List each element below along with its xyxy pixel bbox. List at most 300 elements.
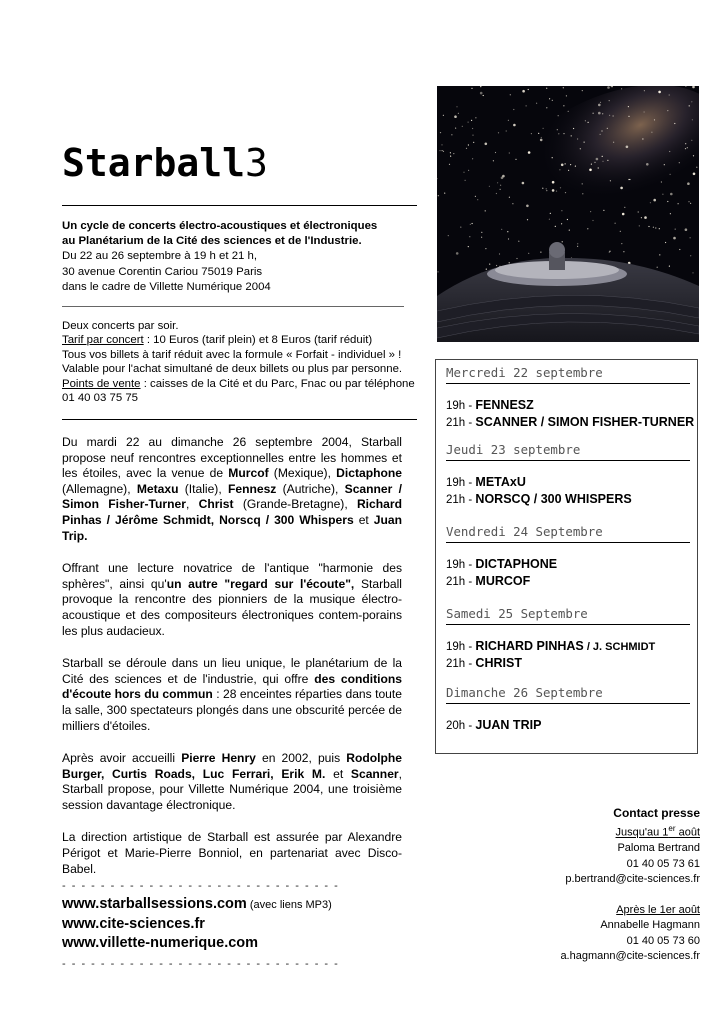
- star: [653, 199, 656, 202]
- star: [602, 156, 603, 157]
- star: [659, 228, 660, 229]
- star: [562, 241, 563, 242]
- star: [508, 120, 509, 121]
- program-day-rule: [446, 703, 690, 704]
- text: et: [325, 766, 351, 781]
- star: [626, 146, 629, 149]
- star: [536, 103, 537, 104]
- star: [596, 158, 599, 161]
- star: [552, 181, 555, 184]
- star: [527, 219, 528, 220]
- star: [691, 101, 692, 102]
- star: [667, 201, 668, 202]
- star: [454, 115, 457, 118]
- star: [549, 219, 550, 220]
- star: [669, 94, 670, 95]
- star: [670, 174, 671, 175]
- intro-rule: [62, 306, 404, 307]
- star: [483, 95, 484, 96]
- star: [679, 162, 680, 163]
- star: [664, 164, 665, 165]
- star: [598, 104, 601, 107]
- link-note: (avec liens MP3): [246, 899, 332, 911]
- star: [611, 86, 612, 87]
- star: [497, 182, 498, 183]
- artist: Pierre Henry: [181, 751, 256, 766]
- artist: Murcof: [228, 466, 269, 481]
- star: [571, 135, 572, 136]
- star: [563, 133, 564, 134]
- intro-address: 30 avenue Corentin Cariou 75019 Paris: [62, 265, 263, 278]
- vente-label: Points de vente: [62, 377, 141, 390]
- star: [565, 192, 566, 193]
- star: [522, 90, 525, 93]
- star: [628, 106, 629, 107]
- press-contact: [500, 806, 700, 964]
- link-starball[interactable]: [62, 895, 332, 915]
- artist: Dictaphone: [336, 466, 402, 481]
- star: [528, 89, 529, 90]
- star: [613, 115, 614, 116]
- star: [558, 133, 559, 134]
- star: [669, 151, 670, 152]
- star: [685, 143, 686, 144]
- star: [509, 262, 510, 263]
- press-name-1: Paloma Bertrand: [617, 842, 700, 855]
- star: [639, 225, 640, 226]
- star: [546, 190, 547, 191]
- body-paragraph-4: [62, 751, 402, 813]
- star: [566, 95, 567, 96]
- star: [690, 237, 691, 238]
- star: [506, 130, 507, 131]
- star: [531, 133, 532, 134]
- star: [560, 187, 561, 188]
- star: [685, 228, 688, 231]
- star: [573, 128, 574, 129]
- star: [512, 203, 513, 204]
- star: [546, 188, 547, 189]
- star: [493, 160, 494, 161]
- text: Offrant une lecture novatrice de l'antique "harmonie des sphères", ainsi qu': [62, 561, 402, 591]
- star: [559, 169, 560, 170]
- star: [570, 164, 571, 165]
- star: [607, 128, 608, 129]
- star: [543, 128, 544, 129]
- star: [518, 241, 519, 242]
- star: [693, 155, 694, 156]
- star: [654, 119, 655, 120]
- star: [541, 137, 542, 138]
- link-cite-sciences[interactable]: www.cite-sciences.fr: [62, 916, 205, 932]
- text: Starball se déroule dans un lieu unique, le planétarium de la Cité des sciences et de l'industrie, qui offre: [62, 656, 402, 686]
- slot-time: 19h -: [446, 400, 476, 412]
- slot-act: NORSCQ / 300 WHISPERS: [475, 492, 632, 506]
- star: [463, 172, 464, 173]
- star: [496, 193, 497, 194]
- emphasis: un autre "regard sur l'écoute",: [166, 576, 355, 591]
- star: [450, 156, 451, 157]
- star: [451, 134, 452, 135]
- program-day: Samedi 25 Septembre: [446, 606, 588, 621]
- slot-act: DICTAPHONE: [475, 557, 558, 571]
- artist: Scanner / Simon Fisher-Turner: [62, 481, 402, 512]
- program-day-rule: [446, 383, 690, 384]
- star: [691, 140, 692, 141]
- star: [546, 107, 547, 108]
- star: [607, 86, 610, 89]
- star: [589, 169, 592, 172]
- star: [609, 100, 610, 101]
- star: [462, 126, 463, 127]
- body-text: [62, 435, 402, 894]
- star: [620, 231, 621, 232]
- program-day: Mercredi 22 septembre: [446, 365, 603, 380]
- star: [516, 258, 517, 259]
- title-number: 3: [245, 141, 268, 185]
- star: [659, 254, 660, 255]
- star: [468, 246, 469, 247]
- text: er: [668, 824, 676, 834]
- body-paragraph-5: La direction artistique de Starball est assurée par Alexandre Périgot et Marie-Pierre Bonniol, en partenariat avec Disco-Babel.: [62, 830, 402, 876]
- dash-separator-bottom: - - - - - - - - - - - - - - - - - - - - - - - - - - - - -: [62, 958, 340, 970]
- text: (Autriche),: [276, 481, 345, 496]
- star: [687, 147, 688, 148]
- star: [642, 138, 643, 139]
- star: [561, 164, 564, 167]
- text: et: [353, 512, 374, 527]
- star: [621, 243, 622, 244]
- star: [440, 132, 441, 133]
- star: [644, 216, 647, 219]
- slot-act: MURCOF: [475, 574, 531, 588]
- slot-time: 20h -: [446, 720, 476, 732]
- star: [600, 134, 601, 135]
- star: [692, 272, 693, 273]
- star: [653, 227, 654, 228]
- star: [507, 231, 508, 232]
- star: [582, 183, 583, 184]
- star: [658, 91, 661, 94]
- tarif-line-2: [62, 333, 422, 347]
- text: , Starball propose, pour Villette Numérique 2004, une troisième session davantage électronique.: [62, 766, 403, 812]
- star: [689, 105, 690, 106]
- star: [609, 252, 610, 253]
- star: [565, 163, 566, 164]
- intro-lead-2: au Planétarium de la Cité des sciences et de l'Industrie.: [62, 235, 362, 248]
- slot-time: 19h -: [446, 641, 476, 653]
- star: [540, 252, 541, 253]
- star: [563, 87, 564, 88]
- star: [662, 194, 663, 195]
- star: [437, 271, 438, 272]
- star: [568, 111, 569, 112]
- star: [561, 210, 562, 211]
- press-until: [500, 821, 700, 841]
- star: [469, 236, 470, 237]
- slot-act: JUAN TRIP: [475, 718, 542, 732]
- star: [590, 211, 591, 212]
- intro-lead-1: Un cycle de concerts électro-acoustiques et électroniques: [62, 220, 378, 232]
- star: [561, 223, 562, 224]
- star: [552, 157, 553, 158]
- artist: Juan Trip.: [62, 512, 403, 543]
- star: [485, 248, 486, 249]
- star: [485, 210, 486, 211]
- star: [540, 139, 543, 142]
- star: [696, 167, 697, 168]
- program-slot: [446, 557, 557, 571]
- tarif-line-4: Valable pour l'achat simultané de deux billets ou plus par personne.: [62, 363, 403, 376]
- star: [471, 88, 472, 89]
- star: [468, 122, 469, 123]
- star: [480, 92, 483, 95]
- text: : 28 enceintes réparties dans toute la salle, 300 spectateurs plongés dans une obscurité percée de milliers d'étoiles.: [62, 687, 402, 733]
- star: [538, 133, 539, 134]
- star: [486, 269, 487, 270]
- slot-time: 19h -: [446, 559, 476, 571]
- program-slot: [446, 718, 541, 732]
- star: [575, 166, 576, 167]
- tarif-block: [62, 319, 422, 405]
- star: [526, 105, 527, 106]
- page-title: [62, 140, 268, 186]
- tarif-line-3: Tous vos billets à tarif réduit avec la formule « Forfait - individuel » !: [62, 348, 402, 361]
- star: [665, 242, 666, 243]
- star: [641, 217, 642, 218]
- star: [528, 253, 529, 254]
- star: [600, 102, 601, 103]
- star: [472, 223, 473, 224]
- star: [481, 232, 482, 233]
- program-day: Jeudi 23 septembre: [446, 442, 581, 457]
- text: août: [675, 827, 700, 840]
- star: [577, 138, 578, 139]
- star: [552, 100, 553, 101]
- star: [621, 88, 622, 89]
- text: Jusqu'au 1: [615, 827, 669, 840]
- star: [670, 193, 673, 196]
- program-day-rule: [446, 542, 690, 543]
- link-starball-text[interactable]: www.starballsessions.com: [62, 896, 247, 912]
- dash-separator-top: - - - - - - - - - - - - - - - - - - - - - - - - - - - - -: [62, 880, 340, 892]
- star: [508, 238, 509, 239]
- star: [615, 223, 616, 224]
- emphasis: des conditions d'écoute hors du commun: [62, 671, 402, 702]
- program-slot: [446, 492, 632, 506]
- star: [638, 211, 639, 212]
- artist: Rodolphe Burger, Curtis Roads, Luc Ferrari, Erik M.: [62, 751, 403, 781]
- star: [481, 237, 482, 238]
- program-slot: [446, 415, 694, 429]
- star: [674, 123, 675, 124]
- star: [673, 237, 676, 240]
- star: [509, 197, 510, 198]
- star: [468, 144, 469, 145]
- program-slot: [446, 639, 655, 653]
- star: [593, 113, 594, 114]
- title-rule: [62, 205, 417, 206]
- star: [441, 144, 442, 145]
- star: [563, 105, 564, 106]
- star: [556, 191, 557, 192]
- star: [552, 189, 555, 192]
- program-slot: [446, 398, 534, 412]
- press-after: Après le 1er août: [616, 903, 700, 916]
- star: [598, 167, 599, 168]
- star: [582, 193, 583, 194]
- slot-time: 21h -: [446, 576, 476, 588]
- star: [513, 124, 516, 127]
- text: Du mardi 22 au dimanche 26 septembre 2004, Starball propose neuf rencontres exceptionnelles entre les hommes et les étoiles, avec la venue de: [62, 435, 402, 481]
- star: [439, 150, 440, 151]
- star: [629, 179, 630, 180]
- star: [585, 120, 586, 121]
- star: [460, 227, 461, 228]
- star: [661, 181, 662, 182]
- slot-act: CHRIST: [475, 656, 522, 670]
- star: [466, 148, 467, 149]
- star: [591, 164, 592, 165]
- star: [472, 135, 473, 136]
- star: [499, 253, 500, 254]
- star: [602, 113, 603, 114]
- text: Après avoir accueilli: [62, 751, 182, 766]
- text: en 2002, puis: [255, 751, 347, 766]
- slot-time: 21h -: [446, 658, 476, 670]
- star: [526, 205, 529, 208]
- star: [495, 152, 496, 153]
- press-email-2[interactable]: a.hagmann@cite-sciences.fr: [560, 949, 700, 962]
- intro-frame: dans le cadre de Villette Numérique 2004: [62, 280, 271, 293]
- star: [667, 110, 668, 111]
- star: [607, 160, 608, 161]
- star: [609, 115, 610, 116]
- star: [610, 180, 611, 181]
- text: ,: [185, 497, 199, 512]
- star: [567, 219, 568, 220]
- star: [588, 122, 589, 123]
- star: [438, 195, 439, 196]
- star: [603, 210, 604, 211]
- star: [442, 150, 443, 151]
- star: [472, 158, 473, 159]
- star: [594, 162, 595, 163]
- star: [613, 142, 614, 143]
- program-box: [435, 359, 698, 754]
- intro-dates: Du 22 au 26 septembre à 19 h et 21 h,: [62, 250, 258, 263]
- star: [582, 90, 583, 91]
- star: [598, 112, 601, 115]
- star: [655, 227, 656, 228]
- star: [669, 266, 670, 267]
- star: [475, 117, 476, 118]
- tarif-label: Tarif par concert: [62, 334, 144, 347]
- star: [675, 229, 676, 230]
- star: [628, 116, 629, 117]
- star: [644, 90, 645, 91]
- artist: Scanner: [350, 766, 399, 781]
- star: [475, 196, 476, 197]
- press-name-2: Annabelle Hagmann: [600, 919, 700, 932]
- star: [489, 264, 490, 265]
- program-day-rule: [446, 460, 690, 461]
- text: (Italie),: [178, 481, 228, 496]
- star: [580, 148, 581, 149]
- body-paragraph-3: [62, 656, 402, 734]
- star: [515, 159, 516, 160]
- program-day: Dimanche 26 Septembre: [446, 685, 603, 700]
- star: [587, 228, 588, 229]
- vente-line: [62, 377, 422, 391]
- press-heading: Contact presse: [613, 806, 700, 820]
- tarif-text: : 10 Euros (tarif plein) et 8 Euros (tarif réduit): [143, 334, 373, 347]
- star: [644, 111, 645, 112]
- vente-phone: 01 40 03 75 75: [62, 392, 139, 405]
- planetarium-image: [437, 86, 699, 342]
- star: [443, 151, 444, 152]
- tarif-rule: [62, 419, 417, 420]
- star: [509, 152, 510, 153]
- tarif-line-1: Deux concerts par soir.: [62, 320, 179, 332]
- slot-act: RICHARD PINHAS: [475, 639, 584, 653]
- star: [546, 88, 547, 89]
- artist: Fennesz: [227, 481, 277, 496]
- star: [550, 213, 551, 214]
- star: [569, 230, 570, 231]
- star: [651, 132, 652, 133]
- star: [522, 182, 525, 185]
- star: [472, 128, 473, 129]
- artist: Christ: [198, 497, 234, 512]
- star: [688, 201, 689, 202]
- slot-time: 19h -: [446, 477, 476, 489]
- star: [679, 249, 680, 250]
- star: [555, 226, 556, 227]
- star: [678, 203, 679, 204]
- star: [443, 115, 444, 116]
- planetarium-photo: [437, 86, 699, 342]
- slot-act: METAxU: [475, 475, 526, 489]
- star: [501, 229, 502, 230]
- star: [577, 246, 578, 247]
- star: [489, 186, 490, 187]
- star: [622, 213, 625, 216]
- star: [693, 173, 696, 176]
- star: [470, 224, 471, 225]
- star: [496, 265, 497, 266]
- text: (Allemagne),: [62, 481, 137, 496]
- press-email-1[interactable]: p.bertrand@cite-sciences.fr: [565, 873, 700, 886]
- star: [448, 235, 449, 236]
- star: [473, 142, 474, 143]
- star: [685, 148, 686, 149]
- program-slot: [446, 656, 522, 670]
- vente-text: : caisses de la Cité et du Parc, Fnac ou par téléphone: [140, 377, 415, 390]
- star: [500, 189, 501, 190]
- star: [458, 113, 459, 114]
- link-villette[interactable]: www.villette-numerique.com: [62, 935, 259, 951]
- star: [449, 164, 450, 165]
- program-day-rule: [446, 624, 690, 625]
- star: [501, 177, 504, 180]
- star: [657, 267, 658, 268]
- star: [510, 94, 511, 95]
- body-paragraph-1: [62, 435, 402, 544]
- star: [455, 128, 456, 129]
- star: [468, 170, 469, 171]
- slot-act-extra: / J. SCHMIDT: [583, 641, 656, 653]
